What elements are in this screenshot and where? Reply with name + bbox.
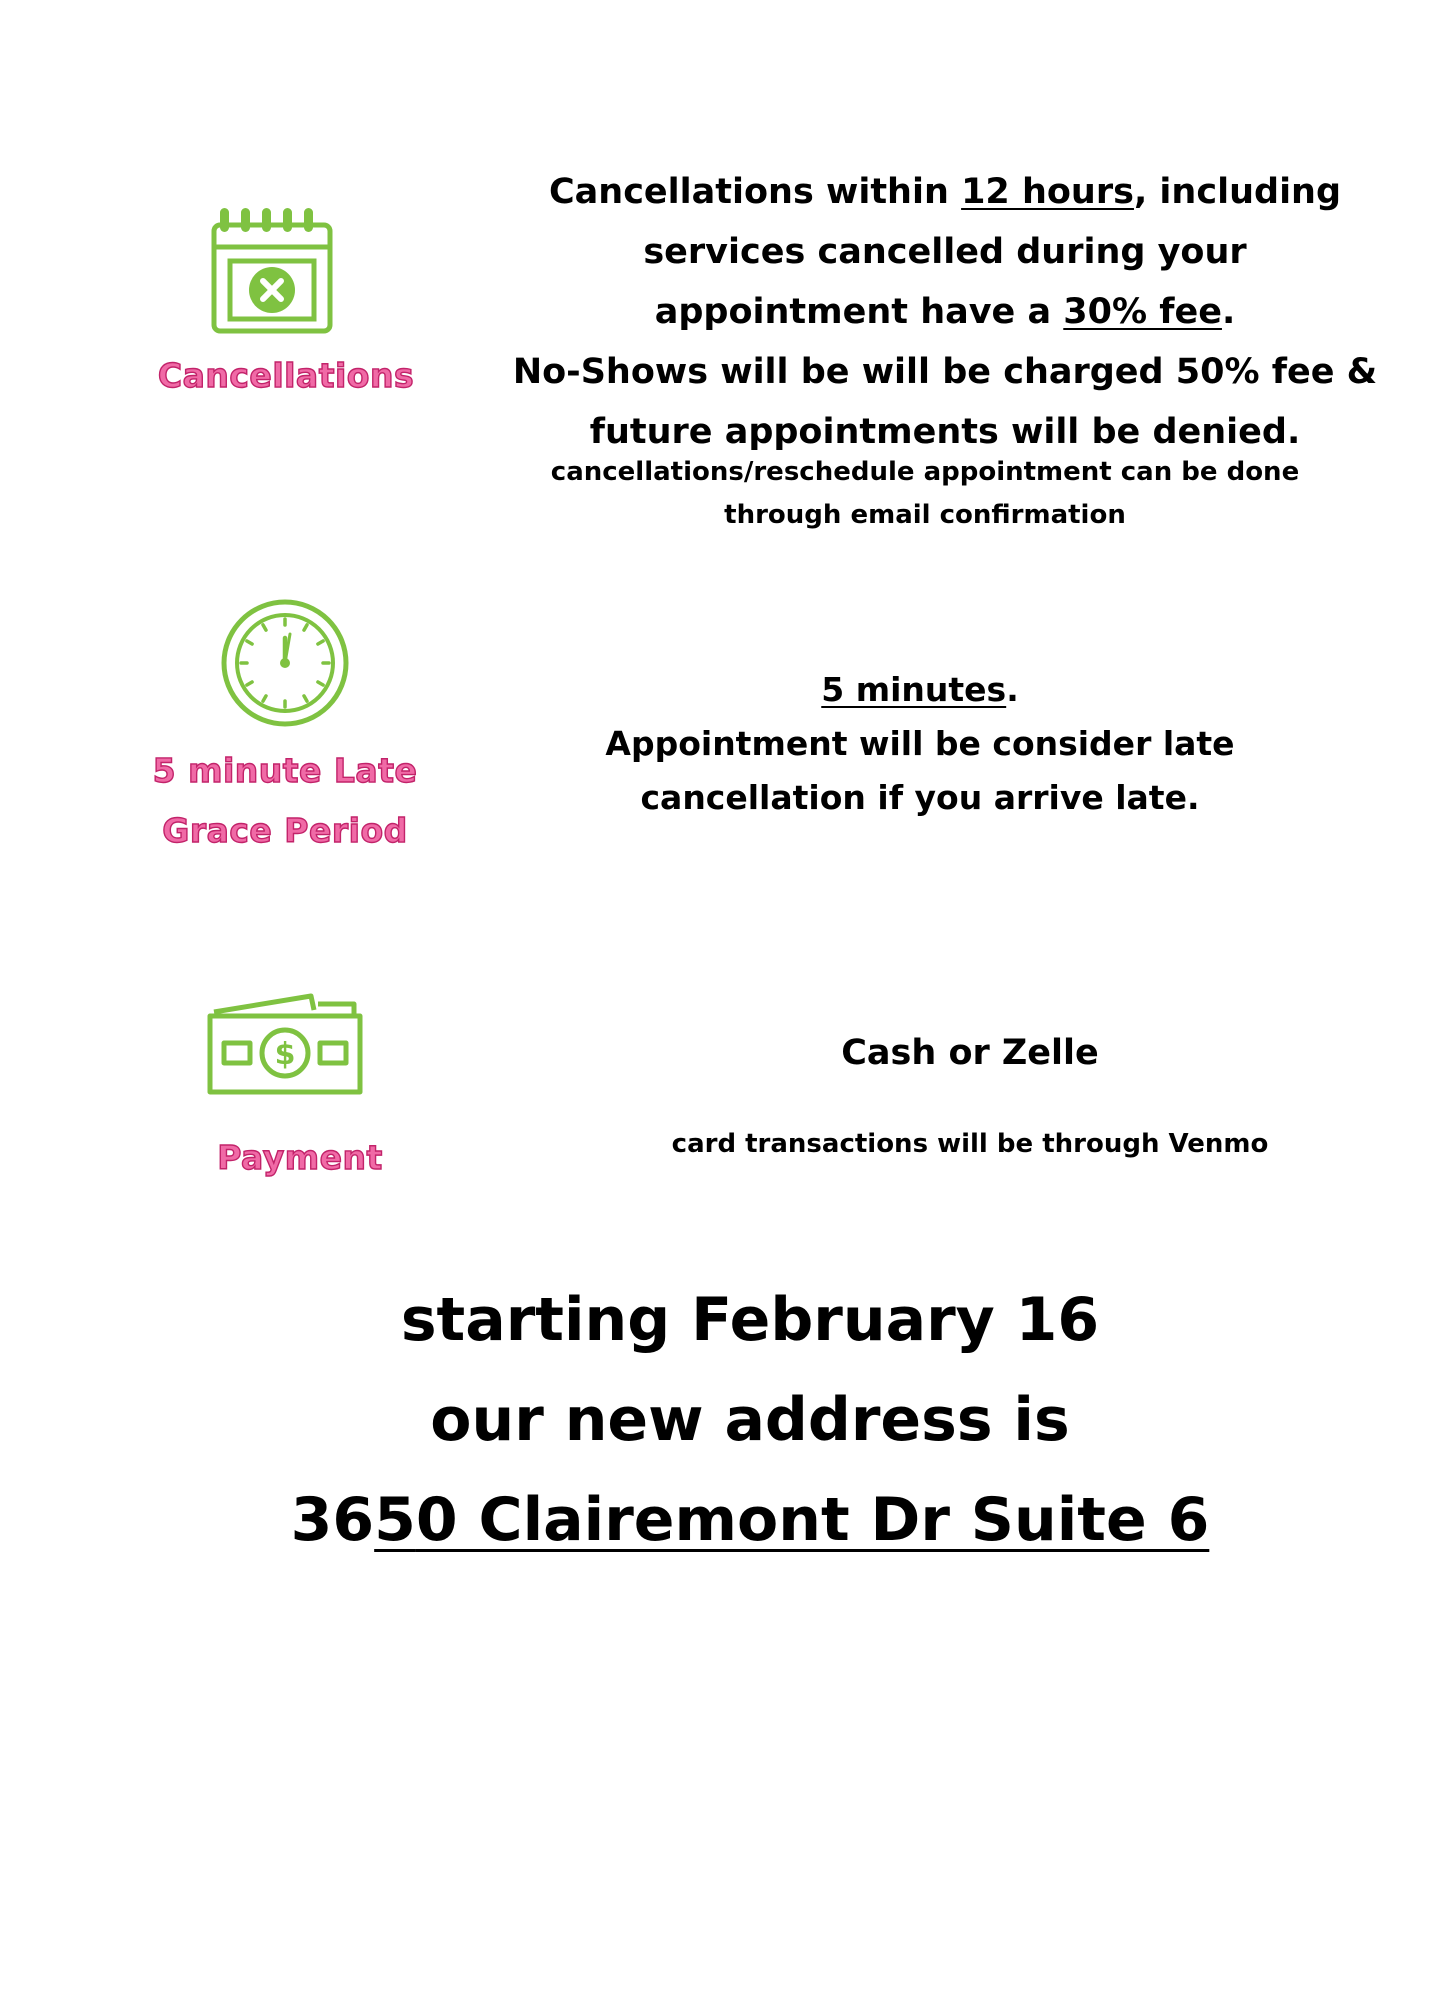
clock-tick [247, 682, 252, 685]
clock-tick [304, 625, 307, 630]
clock-icon [220, 598, 350, 728]
clock-tick [304, 696, 307, 701]
cancellation-policy-text [495, 162, 1395, 462]
venmo-note: card transactions will be through Venmo [671, 1129, 1269, 1159]
new-address: 3650 Clairemont Dr Suite 6 [290, 1485, 1210, 1555]
clock-tick [318, 682, 323, 685]
clock-tick [263, 696, 266, 701]
no-show-line-2: future appointments will be denied. [589, 412, 1301, 452]
late-line-2: Appointment will be consider late [605, 724, 1235, 763]
svg-text:$: $ [274, 1037, 296, 1072]
cancellation-line-2: services cancelled during your [643, 232, 1247, 272]
payment-methods: Cash or Zelle [841, 1033, 1099, 1073]
reschedule-note-line-2: through email confirmation [724, 500, 1126, 530]
cancellation-line-3: appointment have a 30% fee. [654, 292, 1236, 332]
reschedule-note-line-1: cancellations/reschedule appointment can be done [550, 457, 1300, 487]
payment-label: Payment [217, 1138, 383, 1177]
late-grace-label-line-2: Grace Period [162, 811, 408, 850]
late-line-3: cancellation if you arrive late. [640, 778, 1200, 817]
clock-tick [263, 625, 266, 630]
address-announcement [100, 1270, 1400, 1570]
fee-emphasis: 30% fee [1063, 292, 1222, 332]
late-policy-text [520, 663, 1320, 825]
cash-bill-icon [206, 992, 366, 1097]
no-show-line-1: No-Shows will be will be charged 50% fee & [512, 352, 1378, 392]
cancellation-line-1: Cancellations within 12 hours, including [548, 172, 1342, 212]
late-grace-label-line-1: 5 minute Late [152, 751, 418, 790]
clock-tick [318, 641, 323, 644]
reschedule-note [495, 451, 1355, 537]
announcement-line-1: starting February 16 [400, 1285, 1100, 1355]
clock-tick [247, 641, 252, 644]
late-grace-label [110, 741, 460, 861]
announcement-line-2: our new address is [430, 1385, 1070, 1455]
twelve-hours-emphasis: 12 hours [961, 172, 1134, 212]
cancellations-label: Cancellations [157, 356, 415, 395]
late-line-1: 5 minutes. [821, 670, 1019, 709]
five-minutes-emphasis: 5 minutes [821, 670, 1007, 709]
calendar-x-icon [210, 205, 334, 335]
